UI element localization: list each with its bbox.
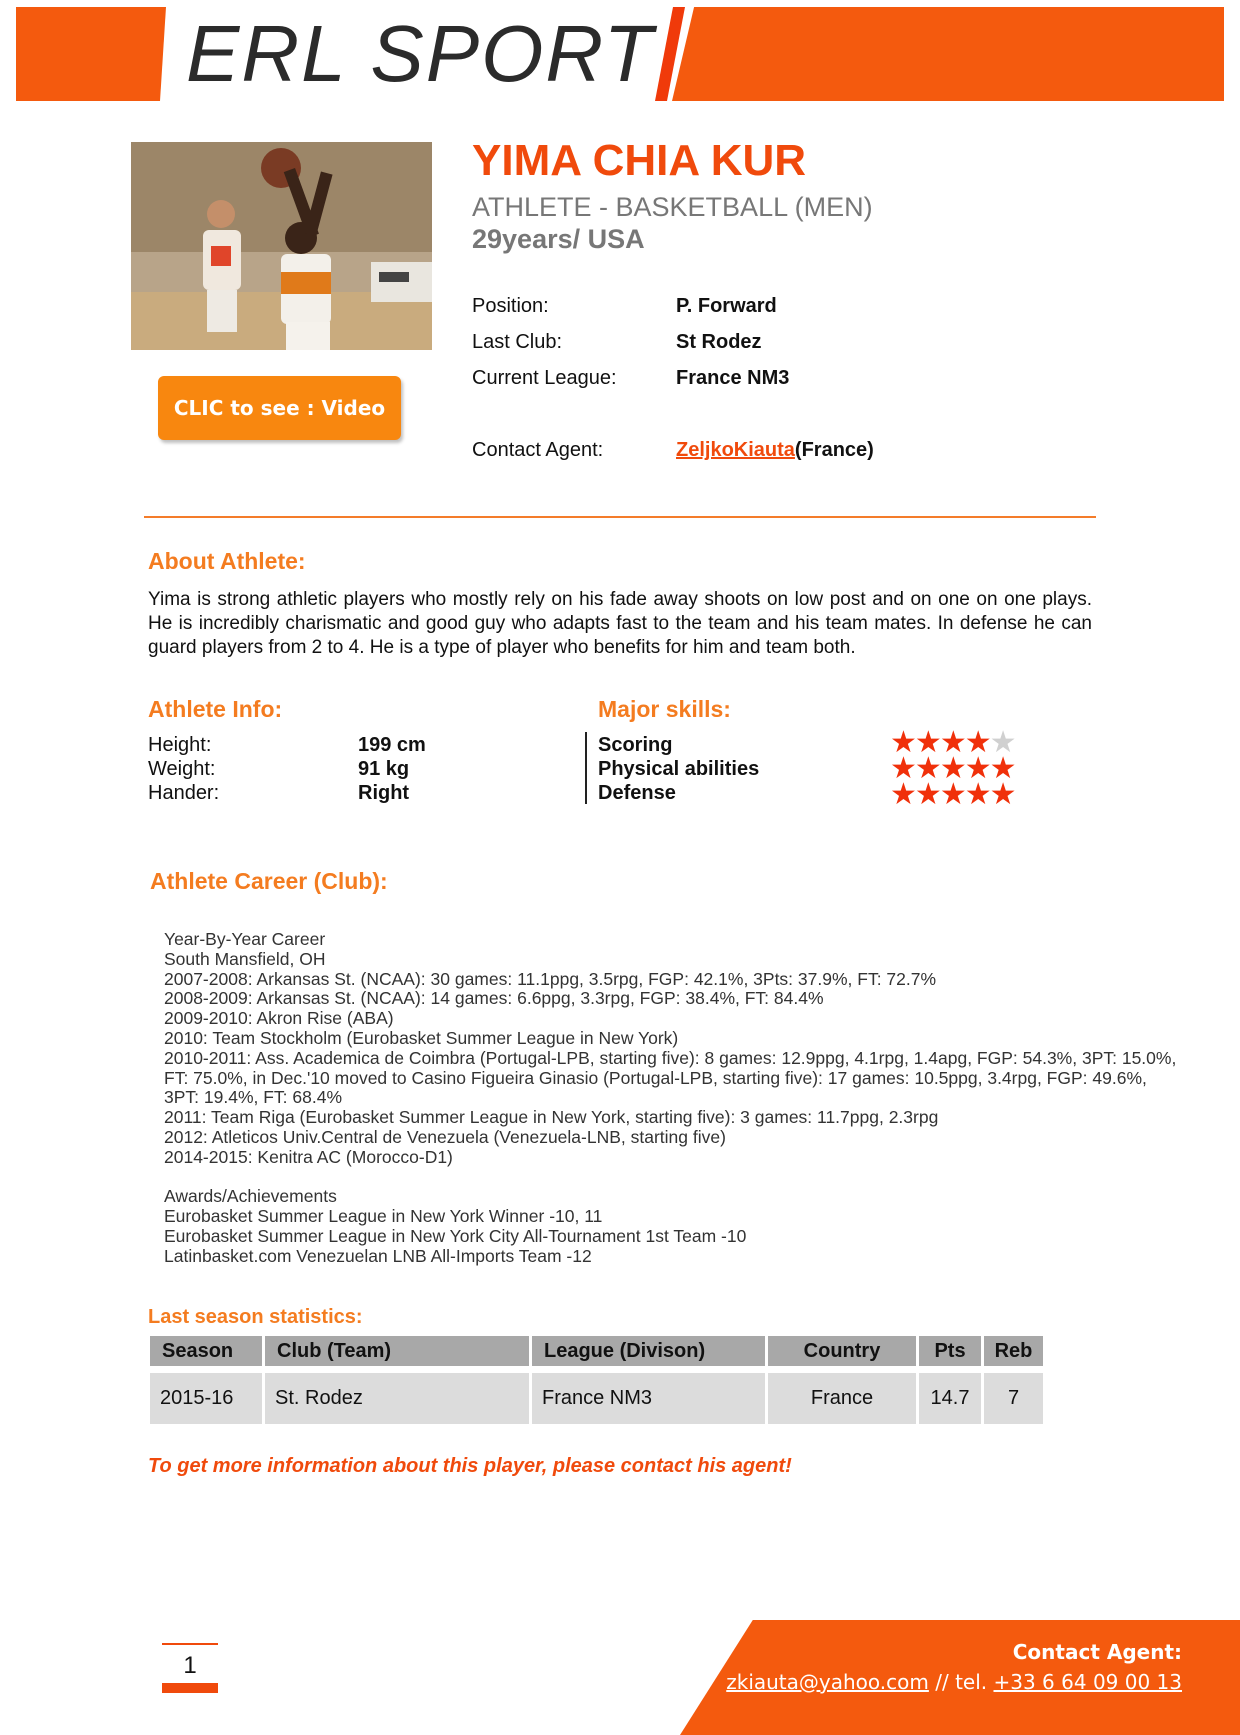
star-filled-icon: ★ (989, 778, 1015, 811)
page-number: 1 (183, 1652, 197, 1679)
last-club-label: Last Club: (472, 331, 563, 353)
star-filled-icon: ★ (914, 726, 940, 759)
career-line: FT: 75.0%, in Dec.'10 moved to Casino Figueira Ginasio (Portugal-LPB, starting five): 17 games: 10.5ppg, 3.4rpg, FGP: 49.6%, (164, 1067, 1147, 1088)
section-divider (144, 516, 1096, 518)
stats-header-country: Country (768, 1336, 916, 1366)
skill-rating-defense (890, 778, 1015, 811)
footer-contact-title: Contact Agent: (1012, 1640, 1182, 1664)
star-filled-icon: ★ (964, 726, 990, 759)
career-line: 2014-2015: Kenitra AC (Morocco-D1) (164, 1146, 453, 1167)
stats-header-club: Club (Team) (265, 1336, 529, 1366)
height-value: 199 cm (358, 734, 426, 756)
footer-phone-link[interactable]: +33 6 64 09 00 13 (993, 1670, 1182, 1694)
career-line: 2011: Team Riga (Eurobasket Summer League in New York, starting five): 3 games: 11.7ppg, 2.3rpg (164, 1107, 939, 1128)
contact-agent-value (676, 439, 874, 462)
agent-country: (France) (794, 439, 874, 461)
stats-cell-season: 2015-16 (150, 1373, 262, 1424)
star-filled-icon: ★ (914, 752, 940, 785)
position-label: Position: (472, 295, 549, 317)
hander-value: Right (358, 782, 410, 804)
page-number-rule-top (162, 1643, 218, 1645)
height-label: Height: (148, 734, 212, 756)
position-value: P. Forward (676, 295, 777, 317)
star-filled-icon: ★ (964, 778, 990, 811)
about-heading: About Athlete: (148, 548, 306, 574)
career-line: Latinbasket.com Venezuelan LNB All-Imports Team -12 (164, 1245, 592, 1266)
star-filled-icon: ★ (964, 752, 990, 785)
skill-label-defense: Defense (598, 782, 676, 804)
star-filled-icon: ★ (890, 726, 915, 759)
about-text: Yima is strong athletic players who mostly rely on his fade away shoots on low post and on one on one plays. He is incredibly charismatic and good guy who adapts fast to the team and his team mates. In defense he can guard players from 2 to 4. He is a type of player who benefits for him and team both. (148, 589, 1092, 658)
contact-agent-label: Contact Agent: (472, 439, 604, 461)
stats-cell-reb: 7 (984, 1373, 1043, 1424)
stats-header-reb: Reb (984, 1336, 1043, 1366)
skill-label-scoring: Scoring (598, 734, 673, 756)
hander-label: Hander: (148, 782, 220, 804)
star-filled-icon: ★ (939, 726, 965, 759)
skill-label-physical: Physical abilities (598, 758, 760, 780)
career-text (164, 930, 1224, 1267)
header-banner-left (16, 7, 166, 101)
career-heading: Athlete Career (Club): (150, 868, 388, 894)
stats-header-league: League (Divison) (532, 1336, 765, 1366)
footer-contact-line (720, 1670, 1182, 1694)
info-separator (585, 732, 587, 804)
career-line (164, 1168, 1224, 1188)
stats-cell-country: France (768, 1373, 916, 1424)
league-label: Current League: (472, 367, 617, 389)
footer-email-link[interactable]: zkiauta@yahoo.com (726, 1670, 929, 1694)
skills-heading: Major skills: (598, 696, 731, 722)
career-line: Eurobasket Summer League in New York Winner -10, 11 (164, 1206, 603, 1227)
stats-cell-club: St. Rodez (265, 1373, 529, 1424)
career-line: South Mansfield, OH (164, 948, 326, 969)
player-age-country: 29years/ USA (472, 224, 645, 254)
career-line: 2007-2008: Arkansas St. (NCAA): 30 games: 11.1ppg, 3.5rpg, FGP: 42.1%, 3Pts: 37.9%, FT: 72.7% (164, 968, 937, 989)
league-value: France NM3 (676, 367, 790, 389)
video-button[interactable]: CLIC to see : Video (158, 376, 401, 440)
star-filled-icon: ★ (939, 778, 965, 811)
star-filled-icon: ★ (890, 752, 915, 785)
footer-separator: // tel. (928, 1670, 994, 1694)
star-filled-icon: ★ (939, 752, 965, 785)
agent-link[interactable]: ZeljkoKiauta (676, 439, 795, 461)
last-club-value: St Rodez (676, 331, 762, 353)
player-name: YIMA CHIA KUR (472, 136, 807, 185)
star-filled-icon: ★ (890, 778, 915, 811)
brand-logo: ERL SPORT (186, 9, 655, 98)
star-empty-icon: ★ (989, 726, 1015, 759)
career-line: 2012: Atleticos Univ.Central de Venezuela (Venezuela-LNB, starting five) (164, 1126, 726, 1147)
player-role: ATHLETE - BASKETBALL (MEN) (472, 192, 873, 222)
player-photo (131, 142, 432, 350)
header-banner-right (672, 7, 1224, 101)
career-line: 2008-2009: Arkansas St. (NCAA): 14 games: 6.6ppg, 3.3rpg, FGP: 38.4%, FT: 84.4% (164, 988, 824, 1009)
career-line: 2009-2010: Akron Rise (ABA) (164, 1008, 394, 1029)
career-line: Eurobasket Summer League in New York City All-Tournament 1st Team -10 (164, 1225, 747, 1246)
stats-header-pts: Pts (919, 1336, 981, 1366)
stats-cell-pts: 14.7 (919, 1373, 981, 1424)
career-line: Year-By-Year Career (164, 929, 326, 949)
career-line: 3PT: 19.4%, FT: 68.4% (164, 1087, 343, 1108)
stats-heading: Last season statistics: (148, 1306, 363, 1328)
weight-label: Weight: (148, 758, 216, 780)
star-filled-icon: ★ (989, 752, 1015, 785)
star-filled-icon: ★ (914, 778, 940, 811)
footer-note: To get more information about this player, please contact his agent! (148, 1455, 792, 1477)
career-line: 2010-2011: Ass. Academica de Coimbra (Portugal-LPB, starting five): 8 games: 12.9ppg, 4.1rpg, 1.4apg, FGP: 54.3%, 3PT: 15.0%, (164, 1047, 1177, 1068)
career-line: Awards/Achievements (164, 1186, 337, 1207)
page-number-rule-bottom (162, 1683, 218, 1693)
career-line: 2010: Team Stockholm (Eurobasket Summer League in New York) (164, 1027, 679, 1048)
stats-cell-league: France NM3 (532, 1373, 765, 1424)
stats-header-season: Season (150, 1336, 262, 1366)
athlete-info-heading: Athlete Info: (148, 696, 283, 722)
weight-value: 91 kg (358, 758, 410, 780)
